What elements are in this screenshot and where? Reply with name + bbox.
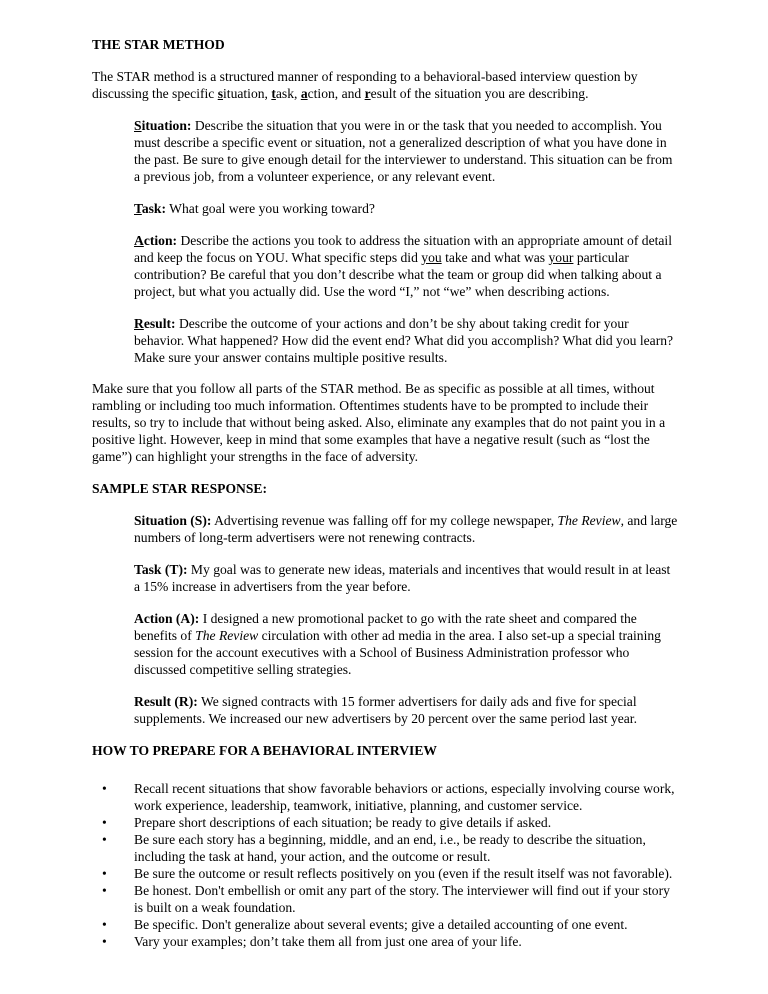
sample-result: Result (R): We signed contracts with 15 former advertisers for daily ads and five for special supplements. We increased our new advertisers by 20 percent over the same period last year. [134,694,637,726]
prepare-heading: HOW TO PREPARE FOR A BEHAVIORAL INTERVIEW [92,743,437,758]
list-item: • Be sure the outcome or result reflects positively on you (even if the result itself was not favorable). [134,865,678,882]
list-item: • Vary your examples; don’t take them all from just one area of your life. [134,933,678,950]
intro-paragraph: The STAR method is a structured manner of responding to a behavioral-based interview question by discussing the specific situation, task, action, and result of the situation you are describing. [92,69,638,101]
tips-list [92,780,678,950]
definition-result: Result: Describe the outcome of your actions and don’t be shy about taking credit for your behavior. What happened? How did the event end? What did you accomplish? What did you learn? Make sure your answer contains multiple positive results. [134,316,674,365]
list-item: • Recall recent situations that show favorable behaviors or actions, especially involving course work, work experience, leadership, teamwork, initiative, planning, and customer service. [134,780,678,814]
list-item: • Be honest. Don't embellish or omit any part of the story. The interviewer will find out if your story is built on a weak foundation. [134,882,678,916]
definition-label: Task: [134,201,167,216]
list-item: • Be sure each story has a beginning, middle, and an end, i.e., be ready to describe the situation, including the task at hand, your action, and the outcome or result. [134,831,678,865]
list-item: • Be specific. Don't generalize about several events; give a detailed accounting of one event. [134,916,678,933]
sample-heading: SAMPLE STAR RESPONSE: [92,481,267,496]
definition-label: Result: [134,316,176,331]
list-item: • Prepare short descriptions of each situation; be ready to give details if asked. [134,814,678,831]
advice-paragraph: Make sure that you follow all parts of the STAR method. Be as specific as possible at all times, without rambling or including too much information. Oftentimes students have to be prompted to include their results, so try to include that without being asked. Also, eliminate any examples that do not paint you in a positive light. However, keep in mind that some examples that have a negative result (such as “lost the game”) can highlight your strengths in the face of adversity. [92,381,666,464]
definition-situation: Situation: Describe the situation that you were in or the task that you needed to accomplish. You must describe a specific event or situation, not a generalized description of what you have done in the past. Be sure to give enough detail for the interviewer to understand. This situation can be from a previous job, from a volunteer experience, or any relevant event. [134,118,673,184]
sample-situation: Situation (S): Advertising revenue was falling off for my college newspaper, The Review, and large numbers of long-term advertisers were not renewing contracts. [134,513,678,545]
definition-task: Task: What goal were you working toward? [134,201,375,216]
definition-label: Action: [134,233,178,248]
definition-label: Situation: [134,118,192,133]
sample-task: Task (T): My goal was to generate new ideas, materials and incentives that would result in at least a 15% increase in advertisers from the year before. [134,562,671,594]
sample-action: Action (A): I designed a new promotional packet to go with the rate sheet and compared the benefits of The Review circulation with other ad media in the area. I also set-up a special training session for the account executives with a School of Business Administration professor who discussed competitive selling strategies. [134,611,661,677]
definition-action: Action: Describe the actions you took to address the situation with an appropriate amount of detail and keep the focus on YOU. What specific steps did you take and what was your particular contribution? Be careful that you don’t describe what the team or group did when talking about a project, but what you actually did. Use the word “I,” not “we” when describing actions. [134,233,672,299]
page-title: THE STAR METHOD [92,37,225,52]
